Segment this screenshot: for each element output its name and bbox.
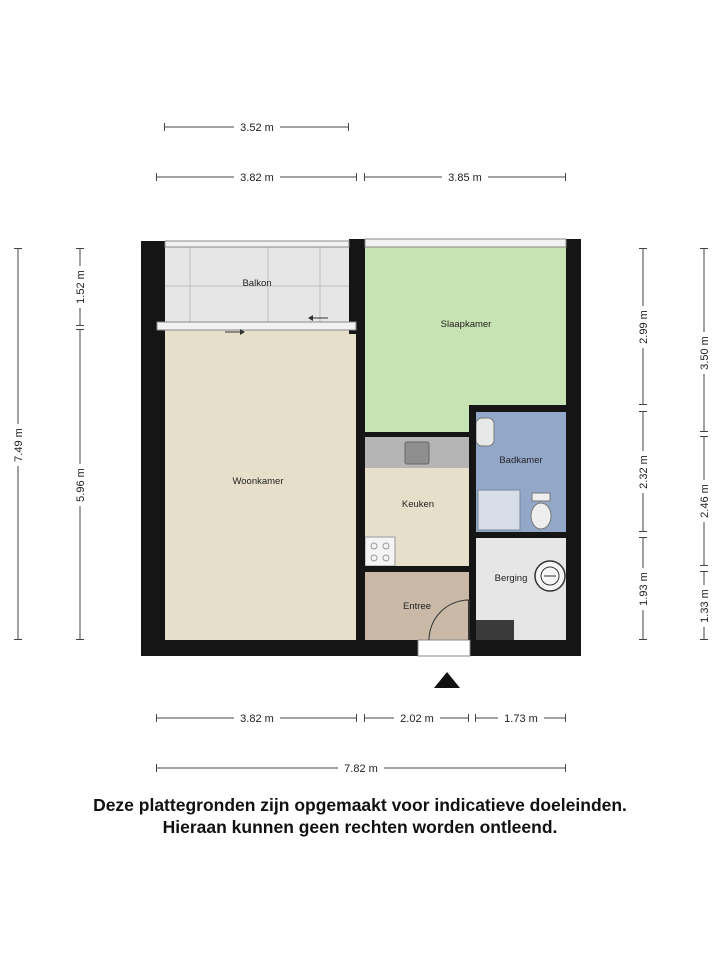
label-entree: Entree bbox=[403, 601, 431, 612]
dim-left-total: 7.49 m bbox=[13, 428, 25, 462]
label-keuken: Keuken bbox=[401, 499, 435, 510]
toilet-icon bbox=[531, 493, 551, 529]
dim-bottom-2: 2.02 m bbox=[400, 713, 434, 725]
dim-right-1: 2.99 m bbox=[638, 310, 650, 344]
dim-right-3: 1.93 m bbox=[638, 572, 650, 606]
disclaimer bbox=[0, 794, 720, 838]
dim-top-right: 3.85 m bbox=[448, 172, 482, 184]
label-woonkamer: Woonkamer bbox=[232, 476, 284, 487]
stove-icon bbox=[365, 537, 395, 566]
dim-right-far-1: 3.50 m bbox=[699, 336, 711, 370]
dim-top-left: 3.82 m bbox=[240, 172, 274, 184]
washbasin-icon bbox=[476, 418, 494, 446]
dim-left-lower: 5.96 m bbox=[75, 468, 87, 502]
meter-cabinet bbox=[476, 620, 514, 640]
dim-bottom-total: 7.82 m bbox=[344, 763, 378, 775]
disclaimer-line-1: Deze plattegronden zijn opgemaakt voor indicatieve doeleinden. bbox=[93, 795, 627, 815]
dim-right-far-2: 2.46 m bbox=[699, 484, 711, 518]
disclaimer-line-2: Hieraan kunnen geen rechten worden ontleend. bbox=[162, 817, 558, 837]
label-slaapkamer: Slaapkamer bbox=[440, 319, 492, 330]
dim-bottom-1: 3.82 m bbox=[240, 713, 274, 725]
sink-icon bbox=[405, 442, 429, 464]
label-berging: Berging bbox=[494, 573, 528, 584]
dim-bottom-3: 1.73 m bbox=[504, 713, 538, 725]
shower-icon bbox=[478, 490, 520, 530]
dim-right-far-3: 1.33 m bbox=[699, 589, 711, 623]
boiler-icon bbox=[535, 561, 565, 591]
dim-top-single: 3.52 m bbox=[240, 122, 274, 134]
dim-right-2: 2.32 m bbox=[638, 455, 650, 489]
label-badkamer: Badkamer bbox=[499, 455, 543, 466]
label-balkon: Balkon bbox=[242, 278, 272, 289]
dim-left-upper: 1.52 m bbox=[75, 270, 87, 304]
entrance-marker-icon bbox=[434, 672, 460, 688]
